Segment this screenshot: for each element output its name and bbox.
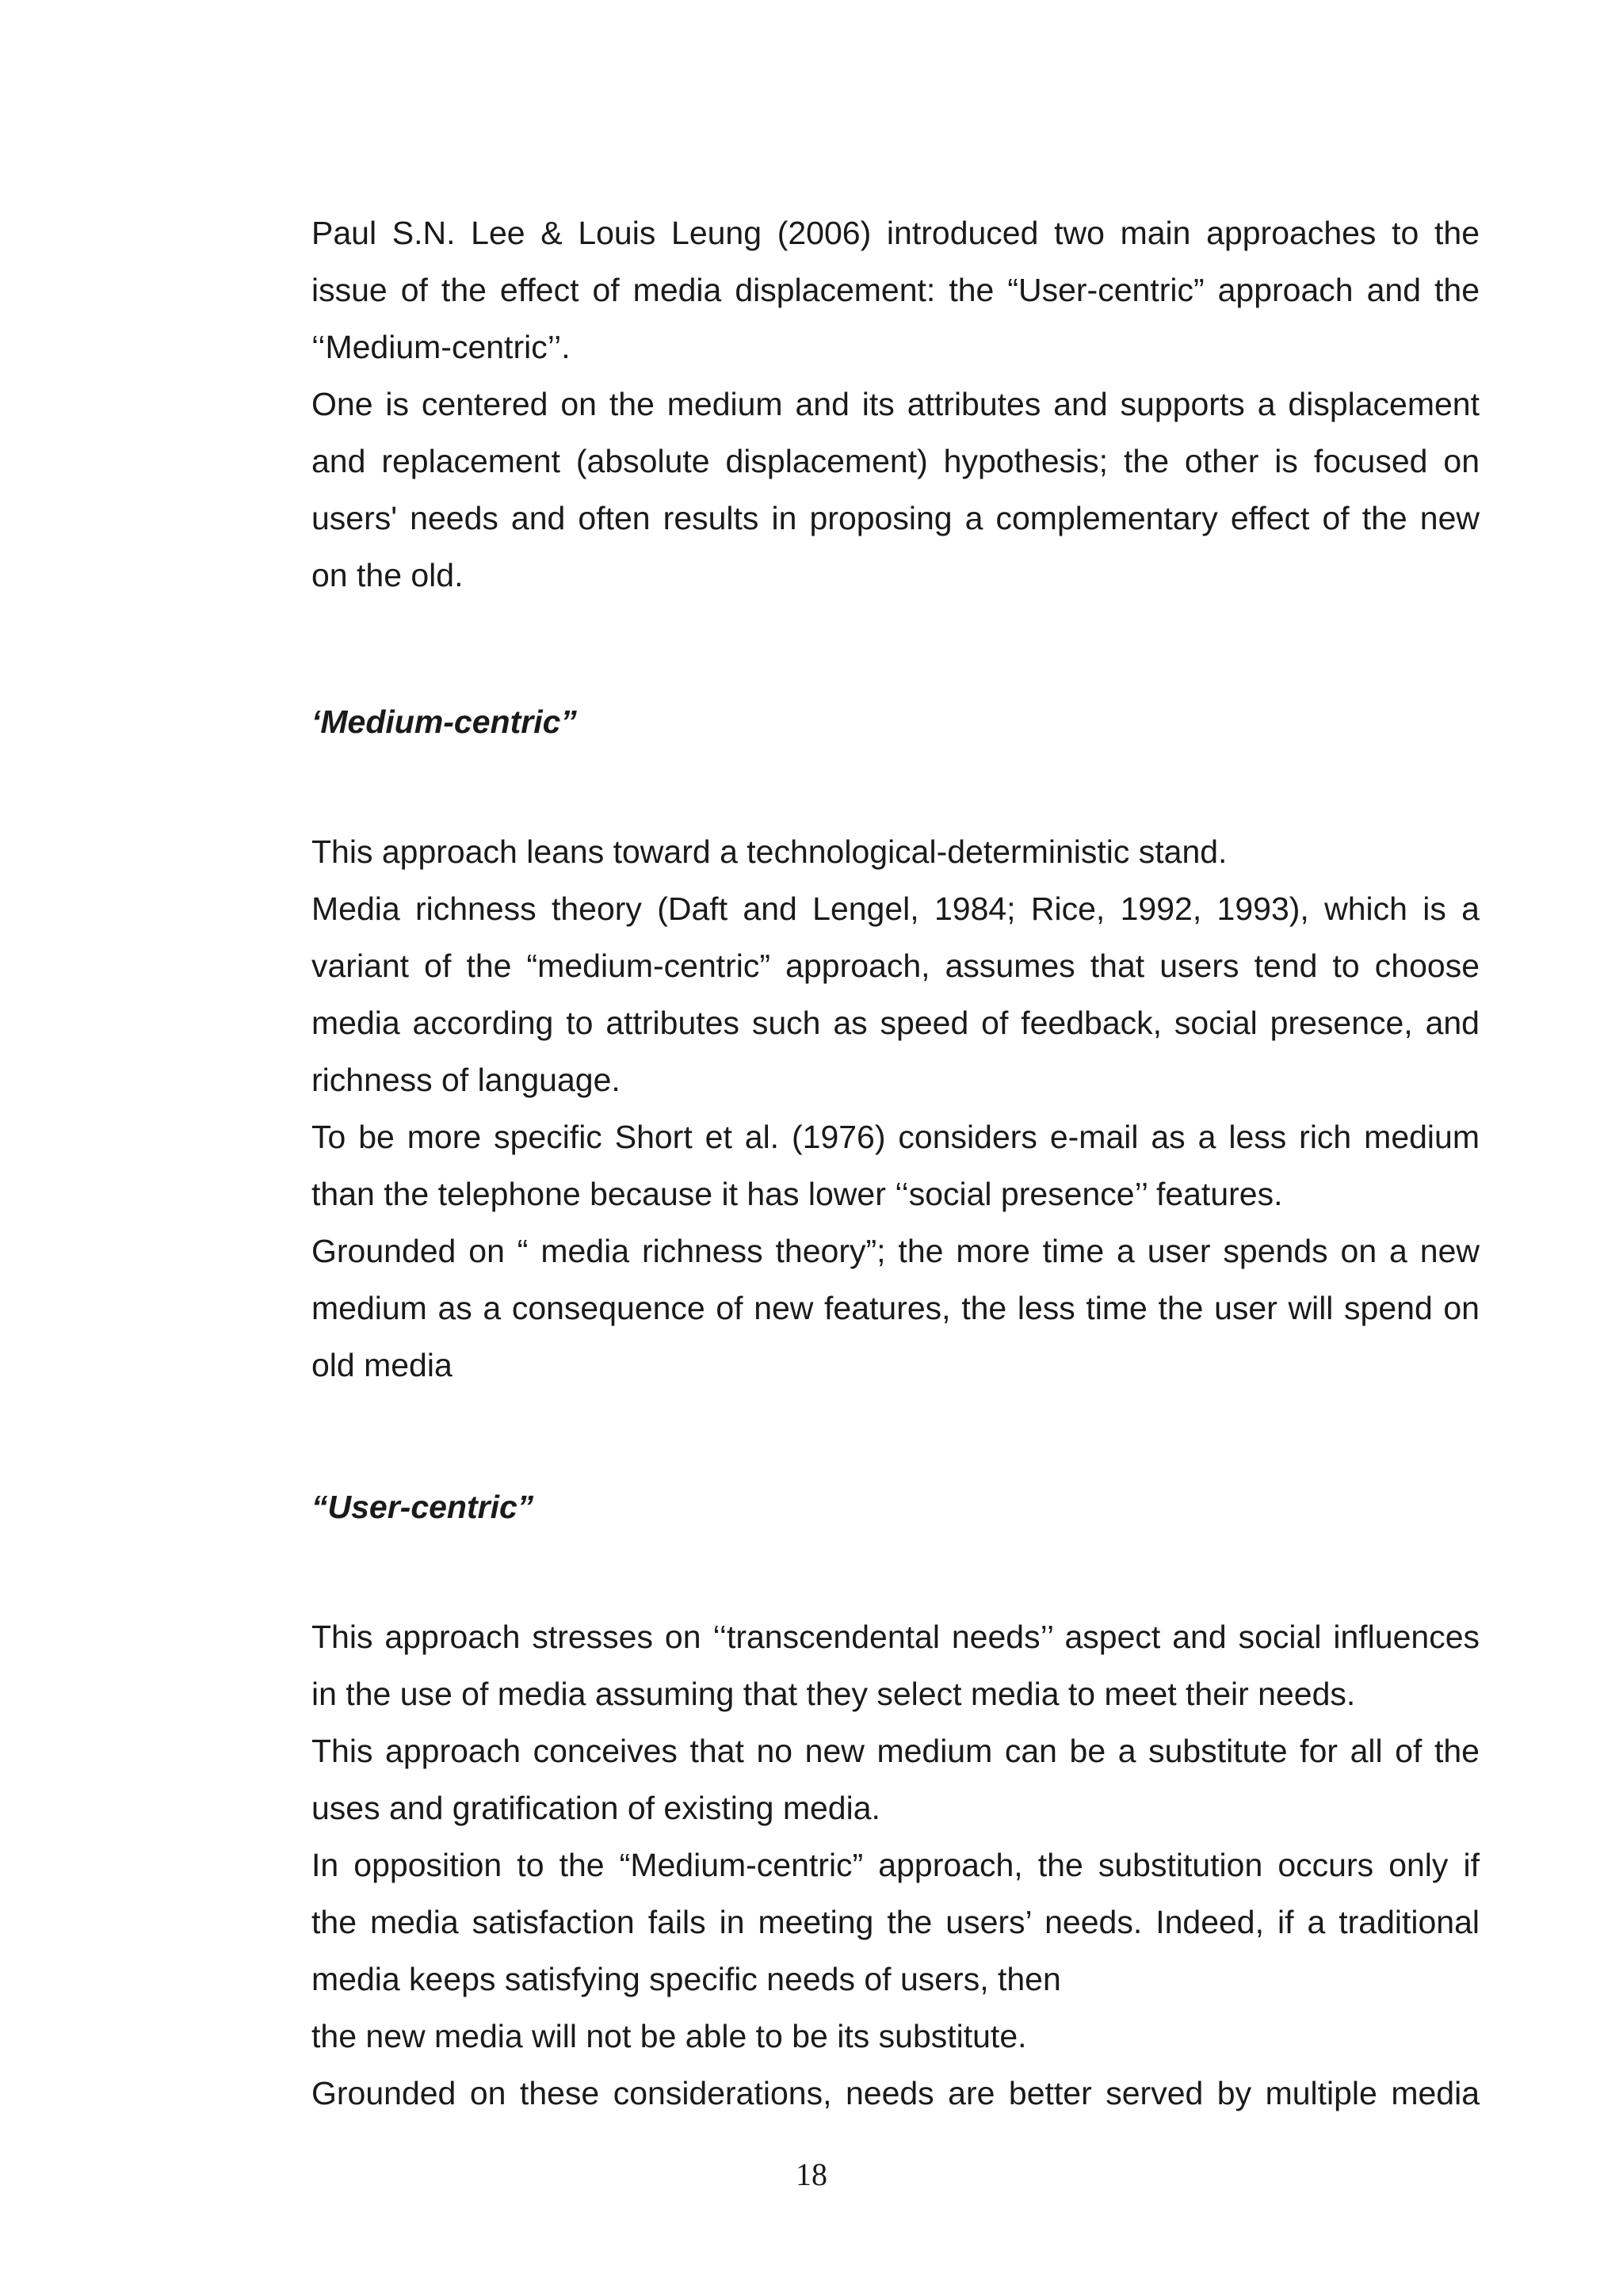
text-line: the new media will not be able to be its substitute. (311, 2018, 1027, 2054)
text-line: One is centered on the medium and its attributes and supports a displacement (311, 386, 1480, 422)
text-line: Paul S.N. Lee & Louis Leung (2006) introduced two main approaches to the (311, 215, 1480, 251)
text-line: on the old. (311, 557, 464, 593)
text-line: and replacement (absolute displacement) hypothesis; the other is focused on (311, 443, 1480, 479)
text-line: in the use of media assuming that they select media to meet their needs. (311, 1676, 1356, 1712)
text-line: variant of the “medium-centric” approach, assumes that users tend to choose (311, 948, 1480, 984)
text-line: the media satisfaction fails in meeting the users’ needs. Indeed, if a traditional (311, 1904, 1480, 1940)
text-line: Grounded on these considerations, needs are better served by multiple media (311, 2075, 1480, 2111)
text-line: To be more specific Short et al. (1976) considers e-mail as a less rich medium (311, 1119, 1480, 1155)
text-line: users' needs and often results in proposing a complementary effect of the new (311, 500, 1480, 536)
medium-centric-paragraph (311, 823, 1480, 1394)
text-line: Media richness theory (Daft and Lengel, 1984; Rice, 1992, 1993), which is a (311, 891, 1480, 927)
text-line: media keeps satisfying specific needs of users, then (311, 1961, 1061, 1997)
text-line: media according to attributes such as speed of feedback, social presence, and (311, 1005, 1480, 1041)
text-line: richness of language. (311, 1062, 621, 1098)
text-line: medium as a consequence of new features, the less time the user will spend on (311, 1290, 1480, 1326)
text-line: This approach stresses on ‘‘transcendental needs’’ aspect and social influences (311, 1619, 1480, 1655)
text-line: than the telephone because it has lower ‘‘social presence’’ features. (311, 1176, 1283, 1212)
text-line: old media (311, 1347, 453, 1383)
section-heading-medium-centric: ‘Medium-centric” (311, 704, 577, 740)
section-heading-user-centric: “User-centric” (311, 1489, 534, 1525)
text-line: In opposition to the “Medium-centric” approach, the substitution occurs only if (311, 1847, 1480, 1883)
text-line: ‘‘Medium-centric’’. (311, 329, 571, 365)
text-line: uses and gratification of existing media. (311, 1790, 880, 1826)
user-centric-paragraph (311, 1608, 1480, 2122)
intro-paragraph (311, 204, 1480, 604)
text-line: This approach leans toward a technological-deterministic stand. (311, 833, 1228, 870)
text-line: This approach conceives that no new medium can be a substitute for all of the (311, 1733, 1480, 1769)
text-line: Grounded on “ media richness theory”; the more time a user spends on a new (311, 1233, 1480, 1269)
page-number: 18 (796, 2157, 827, 2192)
text-line: issue of the effect of media displacement: the “User-centric” approach and the (311, 272, 1480, 308)
